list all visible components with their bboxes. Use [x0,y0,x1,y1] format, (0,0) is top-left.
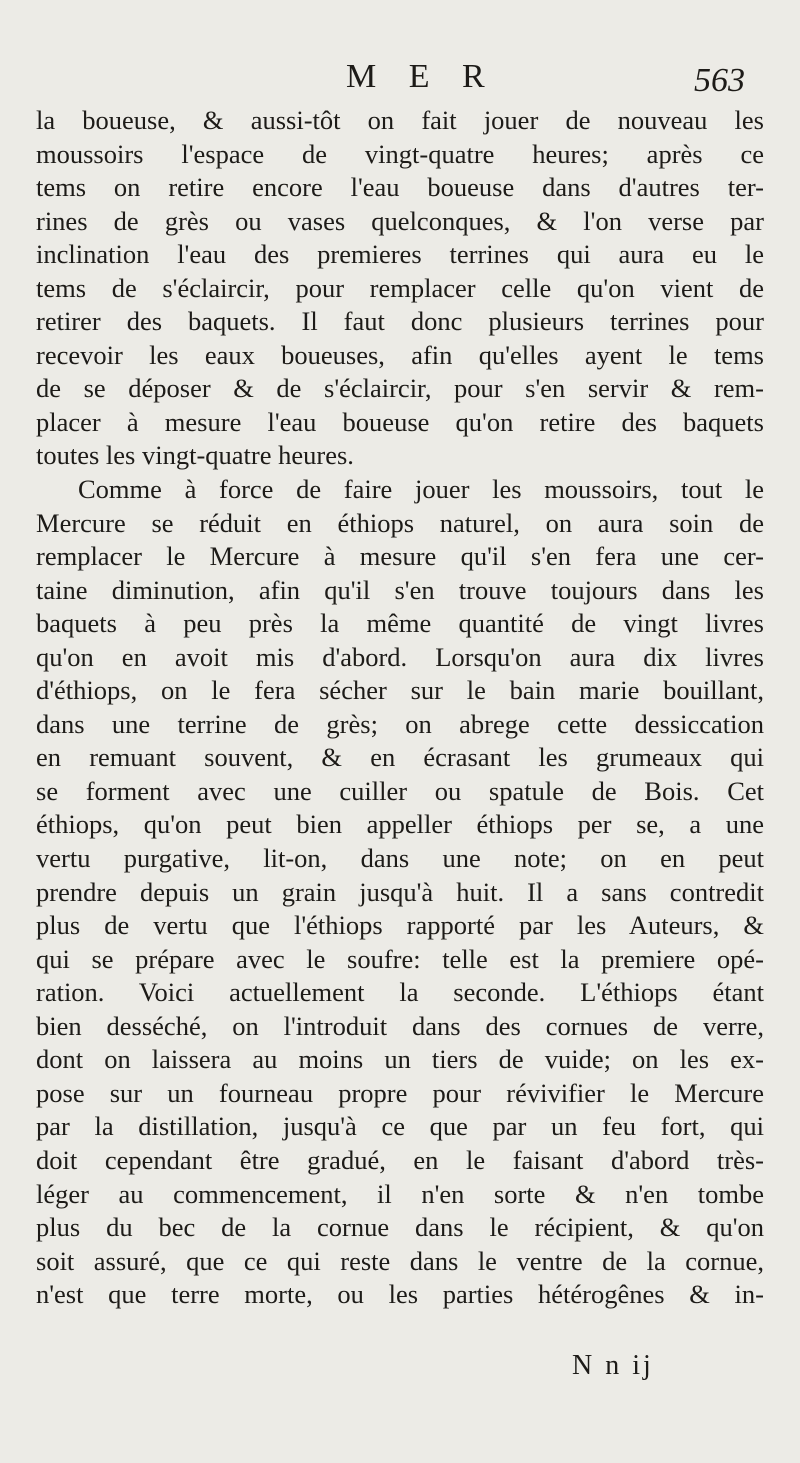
text-line: en remuant souvent, & en écrasant les grumeaux qui [36,742,764,773]
text-line: soit assuré, que ce qui reste dans le ventre de la cornue, [36,1245,764,1276]
text-line: rines de grès ou vases quelconques, & l'on verse par [36,205,764,236]
text-line: pose sur un fourneau propre pour révivifier le Mercure [36,1077,764,1108]
text-line: tems de s'éclaircir, pour remplacer celle qu'on vient de [36,272,764,303]
text-line: placer à mesure l'eau boueuse qu'on retire des baquets [36,406,764,437]
text-line: toutes les vingt-quatre heures. [36,440,354,471]
text-line: prendre depuis un grain jusqu'à huit. Il a sans contredit [36,876,764,907]
paragraph-2 [36,473,764,1312]
text-line: dont on laissera au moins un tiers de vuide; on les ex- [36,1044,764,1075]
text-line: moussoirs l'espace de vingt-quatre heures; après ce [36,138,764,169]
text-line: doit cependant être gradué, en le faisant d'abord très- [36,1144,764,1175]
running-title: M E R [346,58,497,95]
text-line: baquets à peu près la même quantité de vingt livres [36,608,764,639]
text-line: dans une terrine de grès; on abrege cette dessiccation [36,708,764,739]
text-line: se forment avec une cuiller ou spatule de Bois. Cet [36,775,764,806]
running-head [0,58,800,102]
text-line: qui se prépare avec le soufre: telle est la premiere opé- [36,943,764,974]
text-line: retirer des baquets. Il faut donc plusieurs terrines pour [36,306,764,337]
paragraph-1 [36,104,764,473]
text-line: remplacer le Mercure à mesure qu'il s'en fera une cer- [36,541,764,572]
text-line: bien desséché, on l'introduit dans des cornues de verre, [36,1010,764,1041]
text-line: Mercure se réduit en éthiops naturel, on aura soin de [36,507,764,538]
text-line: léger au commencement, il n'en sorte & n'en tombe [36,1178,764,1209]
text-line: vertu purgative, lit-on, dans une note; on en peut [36,843,764,874]
text-line: plus du bec de la cornue dans le récipient, & qu'on [36,1212,764,1243]
text-line: n'est que terre morte, ou les parties hétérogênes & in- [36,1279,764,1310]
text-line: inclination l'eau des premieres terrines qui aura eu le [36,239,764,270]
text-line: éthiops, qu'on peut bien appeller éthiops per se, a une [36,809,764,840]
text-line: Comme à force de faire jouer les moussoirs, tout le [78,474,764,505]
text-line: ration. Voici actuellement la seconde. L'éthiops étant [36,977,764,1008]
text-line: par la distillation, jusqu'à ce que par un feu fort, qui [36,1111,764,1142]
signature-mark: N n ij [572,1350,654,1381]
text-line: d'éthiops, on le fera sécher sur le bain marie bouillant, [36,675,764,706]
text-line: de se déposer & de s'éclaircir, pour s'en servir & rem- [36,373,764,404]
text-line: recevoir les eaux boueuses, afin qu'elles ayent le tems [36,339,764,370]
text-line: taine diminution, afin qu'il s'en trouve toujours dans les [36,574,764,605]
text-line: tems on retire encore l'eau boueuse dans d'autres ter- [36,172,764,203]
text-line: la boueuse, & aussi-tôt on fait jouer de nouveau les [36,105,764,135]
body-text [36,104,764,1312]
text-line: plus de vertu que l'éthiops rapporté par les Auteurs, & [36,910,764,941]
page-number: 563 [694,62,745,99]
text-line: qu'on en avoit mis d'abord. Lorsqu'on aura dix livres [36,641,764,672]
